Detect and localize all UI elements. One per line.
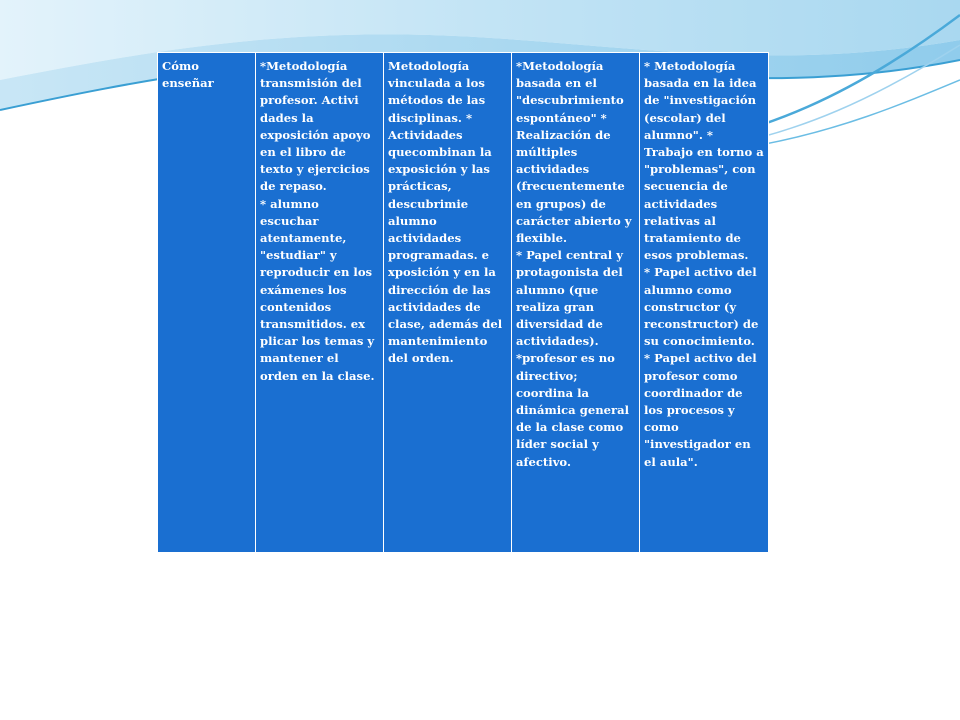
cell-text: Cómo enseñar <box>162 59 214 91</box>
cell-text: * Metodología basada en la idea de "investigación (escolar) del alumno". * Trabajo en torno a "problemas", con secuencia de actividades relativas al tratamiento de esos problemas. * Papel activo del alumno como constructor (y reconstructor) de su conocimiento. * Papel activo del profesor como coordinador de los procesos y como "investigador en el aula". <box>644 59 764 469</box>
methodology-table <box>157 52 769 553</box>
table-cell-label <box>158 53 256 553</box>
table-cell-research <box>640 53 769 553</box>
wave-line-right-3 <box>760 80 960 145</box>
cell-text: *Metodología transmisión del profesor. Activi dades la exposición apoyo en el libro de texto y ejercicios de repaso. * alumno escuchar atentamente, "estudiar" y reproducir en los exámenes los contenidos transmitidos. ex plicar los temas y mantener el orden en la clase. <box>260 59 375 383</box>
methodology-table-container <box>157 52 768 553</box>
table-row <box>158 53 769 553</box>
cell-text: Metodología vinculada a los métodos de las disciplinas. * Actividades quecombinan la exposición y las prácticas, descubrimie alumno actividades programadas. e xposición y en la dirección de las actividades de clase, además del mantenimiento del orden. <box>388 59 503 366</box>
table-cell-technological <box>384 53 512 553</box>
table-cell-traditional <box>256 53 384 553</box>
cell-text: *Metodología basada en el "descubrimiento espontáneo" * Realización de múltiples actividades (frecuentemente en grupos) de carácter abierto y flexible. * Papel central y protagonista del alumno (que realiza gran diversidad de actividades). *profesor es no directivo; coordina la dinámica general de la clase como líder social y afectivo. <box>516 59 632 469</box>
table-cell-spontaneous <box>512 53 640 553</box>
